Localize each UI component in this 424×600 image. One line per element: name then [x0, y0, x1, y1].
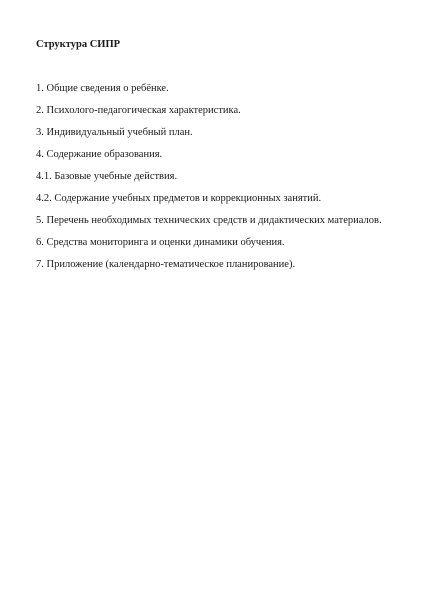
list-item-3: 3. Индивидуальный учебный план.	[36, 127, 193, 138]
list-item-4: 4. Содержание образования.	[36, 149, 163, 160]
list-item-1: 1. Общие сведения о ребёнке.	[36, 83, 169, 94]
list-item-5: 5. Перечень необходимых технических средств и дидактических материалов.	[36, 215, 382, 226]
list-item-7: 7. Приложение (календарно-тематическое планирование).	[36, 259, 296, 270]
structure-list	[36, 82, 382, 280]
list-item-2: 2. Психолого-педагогическая характеристика.	[36, 105, 241, 116]
list-item-6: 6. Средства мониторинга и оценки динамики обучения.	[36, 237, 285, 248]
list-item-4-1: 4.1. Базовые учебные действия.	[36, 171, 178, 182]
document-title: Структура СИПР	[36, 39, 121, 50]
list-item-4-2: 4.2. Содержание учебных предметов и коррекционных занятий.	[36, 193, 322, 204]
